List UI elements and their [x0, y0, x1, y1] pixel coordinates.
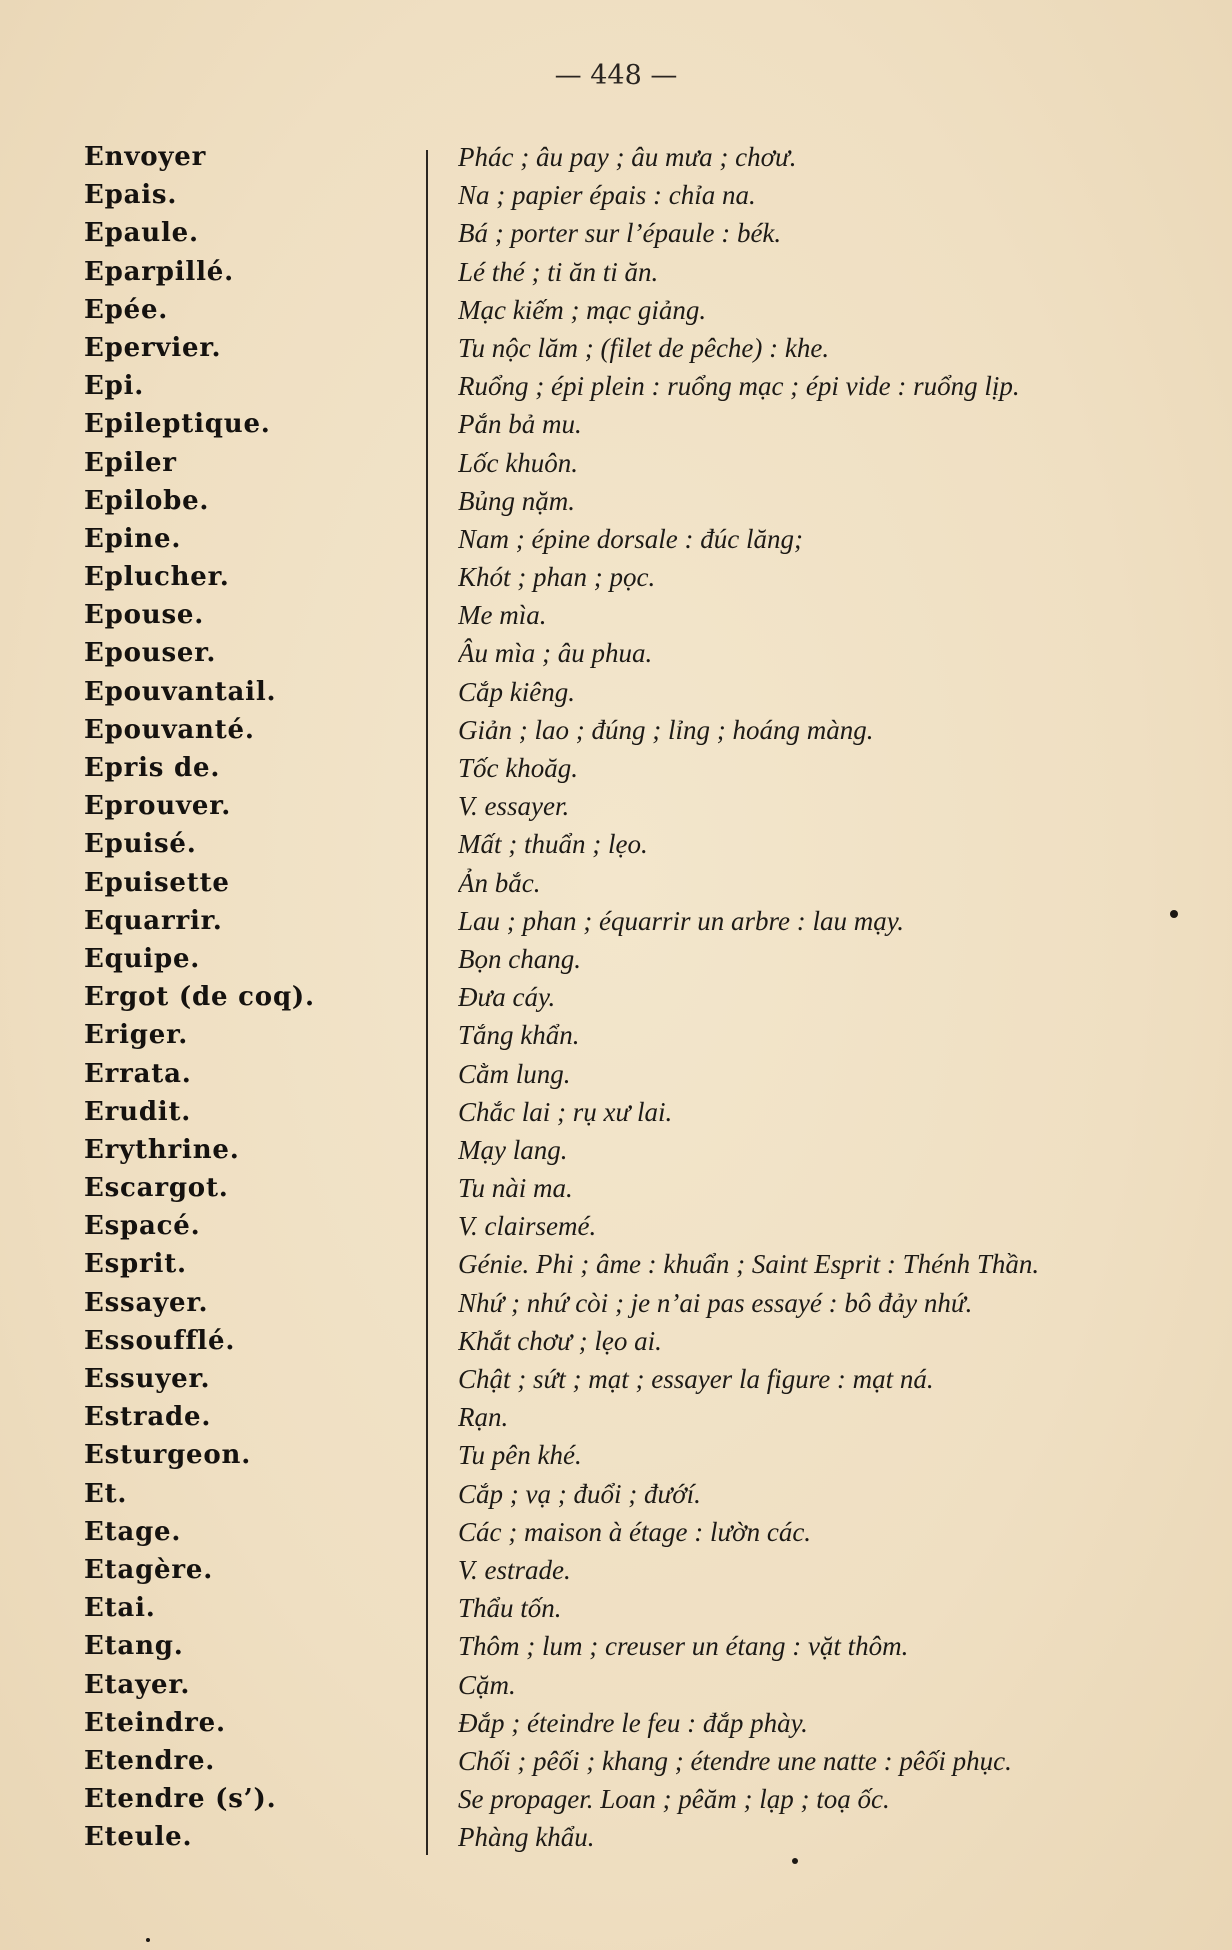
entry-definition: Lé thé ; ti ăn ti ăn.	[458, 256, 659, 287]
entry-definition: Génie. Phi ; âme : khuẩn ; Saint Esprit : Thénh Thần.	[458, 1249, 1040, 1280]
entry-definition: Phác ; âu pay ; âu mưa ; chơư.	[458, 142, 797, 172]
entry-definition: Nam ; épine dorsale : đúc lăng;	[458, 523, 803, 554]
entry-term: Envoyer	[84, 142, 207, 172]
entry-definition: Tu nộc lăm ; (filet de pêche) : khe.	[458, 332, 830, 363]
entry-definition: Cằm lung.	[458, 1058, 571, 1089]
entry-definition: V. essayer.	[458, 791, 570, 822]
entry-term: Esprit.	[84, 1249, 187, 1280]
entry-term: Epouse.	[84, 600, 205, 631]
entry-definition: Me mìa.	[458, 600, 547, 631]
entry-term: Etendre (s’).	[84, 1784, 277, 1815]
entry-term: Etagère.	[84, 1554, 214, 1585]
column-divider	[426, 150, 428, 1855]
entry-term: Eriger.	[84, 1020, 189, 1051]
entry-term: Epouvanté.	[84, 714, 255, 745]
entry-term: Erudit.	[84, 1096, 192, 1127]
entry-term: Eprouver.	[84, 791, 232, 822]
entry-definition: Bủng nặm.	[458, 485, 575, 516]
ink-speck	[146, 1938, 150, 1942]
entry-term: Epouvantail.	[84, 676, 277, 707]
entry-definition: Phàng khẩu.	[458, 1822, 595, 1853]
entry-term: Esturgeon.	[84, 1440, 252, 1471]
entry-definition: Ruổng ; épi plein : ruổng mạc ; épi vide : ruổng lịp.	[458, 371, 1020, 402]
entry-definition: Rạn.	[458, 1402, 509, 1433]
entry-definition: Nhứ ; nhứ còi ; je n’ai pas essayé : bô đảy nhứ.	[458, 1287, 973, 1318]
entry-definition: Tắng khẩn.	[458, 1020, 580, 1051]
entry-definition: Lốc khuôn.	[458, 447, 578, 478]
entry-definition: Se propager. Loan ; pêăm ; lạp ; toạ ốc.	[458, 1784, 890, 1815]
entry-term: Epouser.	[84, 638, 217, 669]
entry-term: Epileptique.	[84, 409, 271, 440]
entry-term: Epilobe.	[84, 485, 210, 516]
entry-term: Essayer.	[84, 1287, 209, 1318]
entry-term: Epaule.	[84, 218, 199, 249]
entry-definition: Thẩu tốn.	[458, 1593, 562, 1624]
entry-term: Epris de.	[84, 753, 221, 783]
entry-definition: Khót ; phan ; pọc.	[458, 562, 656, 593]
entry-definition: V. estrade.	[458, 1554, 571, 1585]
entry-term: Eteule.	[84, 1822, 193, 1853]
entry-definition: Chối ; pêối ; khang ; étendre une natte : pêối phục.	[458, 1745, 1012, 1776]
entry-definition: Khắt chơư ; lẹo ai.	[458, 1325, 662, 1356]
entry-term: Eteindre.	[84, 1707, 226, 1738]
entry-definition: Các ; maison à étage : lườn các.	[458, 1516, 812, 1547]
entry-term: Equipe.	[84, 943, 201, 974]
entry-definition: Tốc khoăg.	[458, 753, 578, 783]
entry-definition: Âu mìa ; âu phua.	[458, 638, 653, 669]
ink-speck	[792, 1858, 798, 1864]
entry-definition: Tu pên khé.	[458, 1440, 582, 1471]
entry-term: Et.	[84, 1478, 128, 1509]
entry-term: Equarrir.	[84, 905, 223, 936]
entry-term: Estrade.	[84, 1402, 212, 1433]
term-column	[84, 138, 414, 1856]
entry-definition: Chắc lai ; rụ xư lai.	[458, 1096, 673, 1127]
entry-definition: Chật ; sứt ; mạt ; essayer la figure : mạt ná.	[458, 1364, 934, 1394]
entry-definition: Na ; papier épais : chỉa na.	[458, 180, 756, 211]
entry-term: Eplucher.	[84, 562, 230, 593]
entry-term: Epée.	[84, 294, 169, 325]
entry-definition: Đắp ; éteindre le feu : đắp phày.	[458, 1707, 808, 1738]
entry-term: Escargot.	[84, 1173, 229, 1204]
entry-term: Etendre.	[84, 1745, 216, 1776]
entry-definition: Cặm.	[458, 1669, 516, 1700]
entry-term: Epais.	[84, 180, 178, 211]
entry-term: Errata.	[84, 1058, 192, 1089]
entry-term: Epi.	[84, 371, 145, 402]
entry-definition: Mạc kiếm ; mạc giảng.	[458, 294, 707, 325]
entry-definition: Bá ; porter sur l’épaule : bék.	[458, 218, 782, 249]
entry-term: Erythrine.	[84, 1134, 240, 1165]
entry-term: Epervier.	[84, 332, 222, 363]
entry-term: Essoufflé.	[84, 1325, 236, 1356]
entry-term: Epuisette	[84, 867, 230, 898]
entry-term: Etang.	[84, 1631, 184, 1662]
entry-term: Essuyer.	[84, 1364, 211, 1394]
entry-term: Ergot (de coq).	[84, 982, 315, 1013]
entry-term: Etayer.	[84, 1669, 191, 1700]
entry-term: Etai.	[84, 1593, 156, 1624]
entry-definition: V. clairsemé.	[458, 1211, 597, 1242]
entry-definition: Mất ; thuẩn ; lẹo.	[458, 829, 648, 860]
entry-term: Eparpillé.	[84, 256, 234, 287]
entry-definition: Cắp kiêng.	[458, 676, 575, 707]
ink-speck	[1170, 910, 1178, 918]
entry-definition: Giản ; lao ; đúng ; lỉng ; hoáng màng.	[458, 714, 874, 745]
entry-definition: Tu nài ma.	[458, 1173, 573, 1204]
entry-definition: Đưa cáy.	[458, 982, 556, 1013]
entry-definition: Lau ; phan ; équarrir un arbre : lau mạy.	[458, 905, 904, 936]
entry-definition: Cắp ; vạ ; đuổi ; đướí.	[458, 1478, 701, 1509]
entry-definition: Thôm ; lum ; creuser un étang : vặt thôm.	[458, 1631, 909, 1662]
definition-column	[458, 138, 1218, 1856]
entry-definition: Pắn bả mu.	[458, 409, 582, 440]
entry-term: Espacé.	[84, 1211, 201, 1242]
entry-definition: Mạy lang.	[458, 1134, 568, 1165]
entry-term: Epine.	[84, 523, 182, 554]
page-number: — 448 —	[554, 60, 678, 91]
entry-definition: Ản bắc.	[458, 867, 541, 898]
entry-term: Epiler	[84, 447, 177, 478]
entry-term: Epuisé.	[84, 829, 197, 860]
entry-definition: Bọn chang.	[458, 943, 581, 974]
entry-term: Etage.	[84, 1516, 182, 1547]
